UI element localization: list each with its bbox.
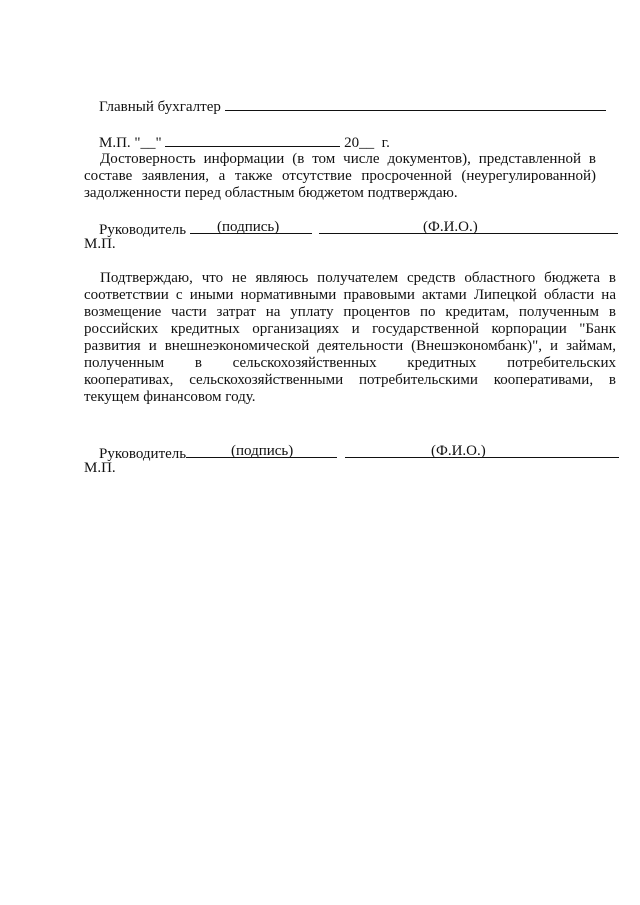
stamp-mark-2: М.П. xyxy=(84,460,116,476)
date-year-label: 20__ г. xyxy=(340,135,390,151)
date-month-field xyxy=(165,132,340,147)
head-signature-line-1 xyxy=(84,201,618,257)
confirmation-paragraph-line-2: соответствии с иными нормативными правовыми актами Липецкой области на xyxy=(84,287,616,303)
head-label-2: Руководитель xyxy=(99,446,187,462)
name-caption: (Ф.И.О.) xyxy=(423,219,478,235)
confirmation-paragraph-line-7: кооперативах, сельскохозяйственными потребительскими кооперативами, в xyxy=(84,372,616,388)
confirmation-paragraph-line-5: развития и внешнеэкономической деятельности (Внешэкономбанк)", и займам, xyxy=(84,338,616,354)
reliability-paragraph-line-2: составе заявления, а также отсутствие просроченной (неурегулированной) xyxy=(84,168,596,184)
confirmation-paragraph-line-3: возмещение части затрат на уплату процентов по кредитам, полученным в xyxy=(84,304,616,320)
reliability-paragraph-line-3: задолженности перед областным бюджетом подтверждаю. xyxy=(84,185,458,201)
name-caption-2: (Ф.И.О.) xyxy=(431,443,486,459)
head-label: Руководитель xyxy=(99,222,190,238)
confirmation-paragraph-line-4: российских кредитных организациях и государственной корпорации "Банк xyxy=(84,321,616,337)
confirmation-paragraph-line-8: текущем финансовом году. xyxy=(84,389,256,405)
signature-caption: (подпись) xyxy=(217,219,280,235)
signature-caption-2: (подпись) xyxy=(231,443,294,459)
confirmation-paragraph-line-1: Подтверждаю, что не являюсь получателем средств областного бюджета в xyxy=(100,270,616,286)
head-signature-line-2 xyxy=(84,425,619,481)
stamp-mark: М.П. xyxy=(84,236,116,252)
confirmation-paragraph-line-6: полученным в сельскохозяйственных кредитных потребительских xyxy=(84,355,616,371)
stamp-label: М.П. "__" xyxy=(99,135,166,151)
chief-accountant-label: Главный бухгалтер xyxy=(99,99,225,115)
reliability-paragraph-line-1: Достоверность информации (в том числе документов), представленной в xyxy=(100,151,596,167)
chief-accountant-signature-field xyxy=(225,96,606,111)
